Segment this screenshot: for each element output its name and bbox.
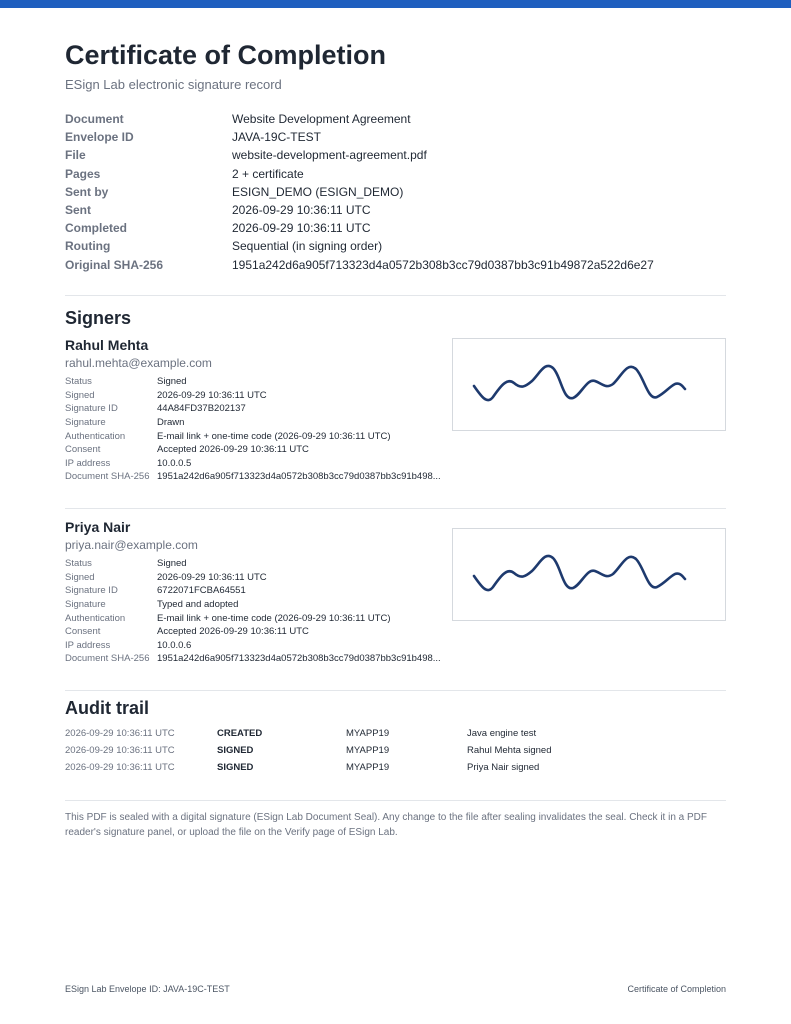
audit-row — [65, 742, 726, 759]
signer-card-priya-nair — [65, 519, 726, 669]
detail-label: IP address — [65, 457, 111, 469]
detail-value: Accepted 2026-09-29 10:36:11 UTC — [157, 626, 309, 638]
signature-stroke — [474, 366, 685, 400]
audit-description: Java engine test — [467, 728, 537, 739]
detail-value: Signed — [157, 558, 187, 570]
detail-label: Authentication — [65, 430, 126, 442]
signer-email: priya.nair@example.com — [65, 538, 198, 552]
meta-label: Document — [65, 112, 124, 127]
detail-row — [65, 470, 455, 484]
footer-doc-title: Certificate of Completion — [627, 984, 726, 994]
meta-row-completed — [65, 219, 726, 237]
detail-label: Status — [65, 376, 92, 388]
detail-value: 6722071FCBA64551 — [157, 585, 246, 597]
audit-trail-heading: Audit trail — [65, 698, 149, 718]
signature-drawing — [453, 339, 725, 430]
page-subtitle: ESign Lab electronic signature record — [65, 77, 282, 92]
meta-row-routing — [65, 237, 726, 255]
meta-row-sent — [65, 201, 726, 219]
meta-value: ESIGN_DEMO (ESIGN_DEMO) — [232, 184, 404, 199]
meta-value: JAVA-19C-TEST — [232, 130, 321, 145]
detail-row — [65, 416, 455, 430]
audit-actor: MYAPP19 — [346, 745, 390, 756]
detail-value: Typed and adopted — [157, 599, 239, 611]
meta-value: website-development-agreement.pdf — [232, 148, 427, 163]
detail-value: 10.0.0.6 — [157, 639, 192, 651]
detail-label: Signature — [65, 417, 106, 429]
meta-row-sent-by — [65, 183, 726, 201]
detail-value: 1951a242d6a905f713323d4a0572b308b3cc79d0387bb3c91b498... — [157, 471, 441, 483]
detail-label: Signature ID — [65, 403, 118, 415]
top-accent-bar — [0, 0, 791, 8]
signature-stroke — [474, 556, 685, 590]
audit-description: Rahul Mehta signed — [467, 745, 552, 756]
signer-name: Priya Nair — [65, 519, 131, 535]
detail-label: Document SHA-256 — [65, 653, 150, 665]
audit-event: SIGNED — [217, 745, 254, 756]
meta-row-document — [65, 110, 726, 128]
meta-row-file — [65, 146, 726, 164]
detail-row — [65, 598, 455, 612]
detail-row — [65, 443, 455, 457]
detail-row — [65, 402, 455, 416]
signature-image-box — [452, 528, 726, 621]
audit-description: Priya Nair signed — [467, 762, 540, 773]
detail-value: E-mail link + one-time code (2026-09-29 10:36:11 UTC) — [157, 612, 391, 624]
meta-value: Website Development Agreement — [232, 112, 411, 127]
signer-email: rahul.mehta@example.com — [65, 356, 212, 370]
detail-row — [65, 571, 455, 585]
signer-divider — [65, 508, 726, 509]
meta-row-pages — [65, 165, 726, 183]
detail-value: Drawn — [157, 417, 185, 429]
detail-value: 10.0.0.5 — [157, 457, 192, 469]
audit-row — [65, 759, 726, 776]
audit-trail-table — [65, 725, 726, 776]
meta-value: Sequential (in signing order) — [232, 239, 383, 254]
detail-row — [65, 557, 455, 571]
meta-value: 2026-09-29 10:36:11 UTC — [232, 221, 371, 236]
signer-details — [65, 375, 455, 484]
detail-value: 1951a242d6a905f713323d4a0572b308b3cc79d0387bb3c91b498... — [157, 653, 441, 665]
detail-label: Consent — [65, 444, 101, 456]
detail-label: Signed — [65, 571, 95, 583]
audit-actor: MYAPP19 — [346, 762, 390, 773]
detail-value: 2026-09-29 10:36:11 UTC — [157, 389, 267, 401]
signer-name: Rahul Mehta — [65, 337, 149, 353]
signers-heading: Signers — [65, 308, 132, 328]
detail-row — [65, 639, 455, 653]
detail-row — [65, 457, 455, 471]
meta-value: 2 + certificate — [232, 166, 304, 181]
meta-row-envelope-id — [65, 128, 726, 146]
detail-label: Authentication — [65, 612, 126, 624]
detail-value: Signed — [157, 376, 187, 388]
detail-row — [65, 375, 455, 389]
section-divider — [65, 690, 726, 691]
meta-value: 1951a242d6a905f713323d4a0572b308b3cc79d0387bb3c91b49872a522d6e27 — [232, 257, 654, 272]
audit-time: 2026-09-29 10:36:11 UTC — [65, 728, 175, 739]
detail-label: Signature — [65, 599, 106, 611]
page-title: Certificate of Completion — [65, 40, 387, 70]
detail-row — [65, 611, 455, 625]
section-divider — [65, 295, 726, 296]
meta-label: Completed — [65, 221, 128, 236]
meta-label: Pages — [65, 166, 101, 181]
audit-time: 2026-09-29 10:36:11 UTC — [65, 745, 175, 756]
audit-row — [65, 725, 726, 742]
detail-label: Consent — [65, 626, 101, 638]
audit-event: CREATED — [217, 728, 263, 739]
meta-label: Routing — [65, 239, 111, 254]
detail-value: Accepted 2026-09-29 10:36:11 UTC — [157, 444, 309, 456]
section-divider — [65, 800, 726, 801]
detail-label: Document SHA-256 — [65, 471, 150, 483]
detail-row — [65, 652, 455, 666]
meta-label: Envelope ID — [65, 130, 134, 145]
detail-label: Signature ID — [65, 585, 118, 597]
detail-label: Signed — [65, 389, 95, 401]
meta-label: Sent by — [65, 184, 109, 199]
audit-actor: MYAPP19 — [346, 728, 390, 739]
meta-row-original-sha — [65, 256, 726, 274]
detail-label: IP address — [65, 639, 111, 651]
meta-label: Sent — [65, 203, 92, 218]
detail-row — [65, 584, 455, 598]
detail-value: 44A84FD37B202137 — [157, 403, 246, 415]
detail-row — [65, 389, 455, 403]
signer-card-rahul-mehta — [65, 337, 726, 487]
signature-image-box — [452, 338, 726, 431]
footer-envelope-id: ESign Lab Envelope ID: JAVA-19C-TEST — [65, 984, 230, 994]
meta-value: 2026-09-29 10:36:11 UTC — [232, 203, 371, 218]
detail-label: Status — [65, 558, 92, 570]
envelope-metadata — [65, 110, 726, 274]
audit-time: 2026-09-29 10:36:11 UTC — [65, 762, 175, 773]
seal-notice: This PDF is sealed with a digital signature (ESign Lab Document Seal). Any change to the file after sealing invalidates the seal. Check it in a PDF reader's signature panel, or upload the file on the Verify page of ESign Lab. — [65, 812, 708, 838]
audit-event: SIGNED — [217, 762, 254, 773]
meta-label: File — [65, 148, 86, 163]
detail-value: 2026-09-29 10:36:11 UTC — [157, 571, 267, 583]
meta-label: Original SHA-256 — [65, 257, 164, 272]
signature-drawing — [453, 529, 725, 620]
detail-value: E-mail link + one-time code (2026-09-29 10:36:11 UTC) — [157, 430, 391, 442]
detail-row — [65, 429, 455, 443]
signer-details — [65, 557, 455, 666]
detail-row — [65, 625, 455, 639]
